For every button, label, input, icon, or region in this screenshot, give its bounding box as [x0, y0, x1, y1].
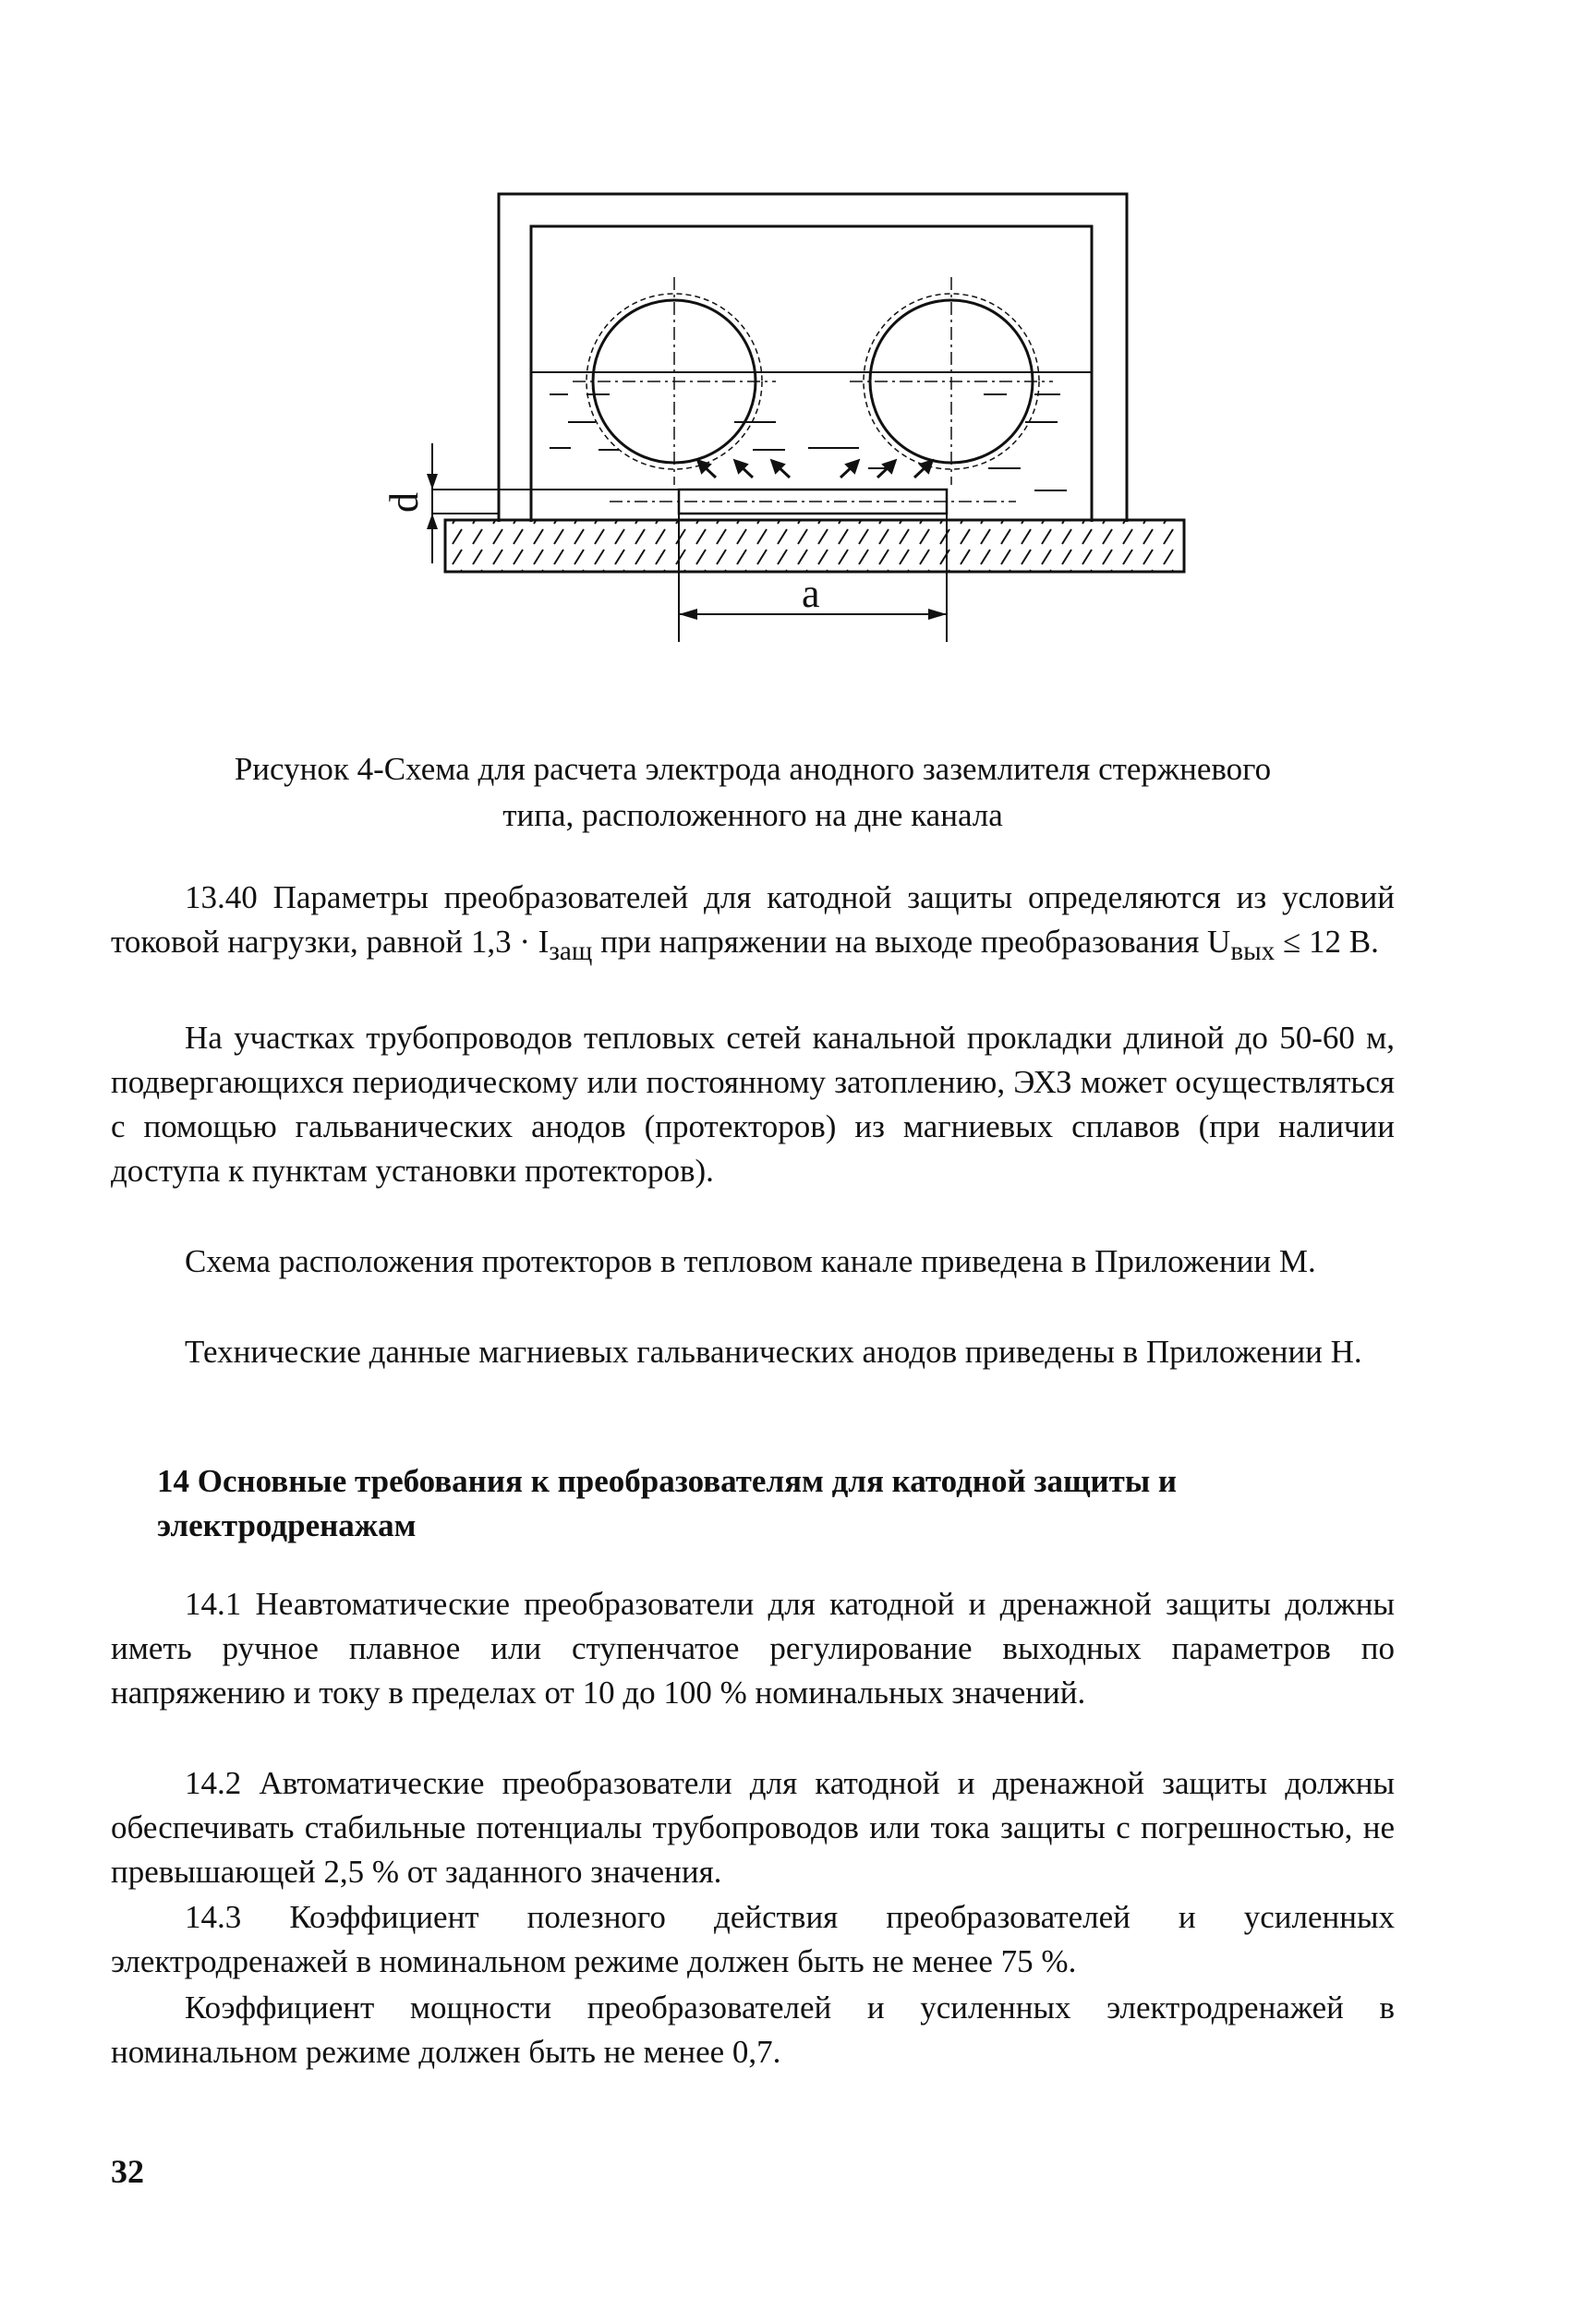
paragraph-14-3: 14.3 Коэффициент полезного действия преобразователей и усиленных электродренажей в номинальном режиме должен быть не менее 75 %.	[111, 1899, 1395, 1979]
paragraph-protectors: На участках трубопроводов тепловых сетей канальной прокладки длиной до 50-60 м, подвергающихся периодическому или постоянному затоплению, ЭХЗ может осуществляться с помощью гальванических анодов (протекторов) из магниевых сплавов (при наличии доступа к пунктам установки протекторов).	[111, 1020, 1395, 1189]
current-arrows	[698, 461, 932, 478]
section-14-heading: 14 Основные требования к преобразователям для катодной защиты и электродренажам	[157, 1463, 1178, 1543]
paragraph-13-40: 13.40 Параметры преобразователей для катодной защиты определяются из условий токовой нагрузки, равной $1,3 \cdot I_{защ}$ при напряжении на выходе преобразования $U_{вых} \le 12$ В.	[111, 879, 1395, 966]
dimension-a-label: a	[802, 571, 820, 616]
dimension-d-label: d	[381, 492, 427, 513]
channel-scheme-figure	[381, 180, 1219, 679]
paragraph-14-2: 14.2 Автоматические преобразователи для катодной и дренажной защиты должны обеспечивать стабильные потенциалы трубопроводов или тока защиты с погрешностью, не превышающей 2,5 % от заданного значения.	[111, 1765, 1395, 1890]
channel-inner-wall	[531, 226, 1092, 522]
paragraph-power-factor: Коэффициент мощности преобразователей и усиленных электродренажей в номинальном режиме должен быть не менее 0,7.	[111, 1990, 1395, 2070]
paragraph-tech-data-appendix: Технические данные магниевых гальванических анодов приведены в Приложении Н.	[185, 1334, 1362, 1370]
page-number: 32	[111, 2153, 144, 2190]
channel-bottom-soil	[445, 520, 1184, 572]
paragraph-14-1: 14.1 Неавтоматические преобразователи для катодной и дренажной защиты должны иметь ручное плавное или ступенчатое регулирование выходных параметров по напряжению и току в пределах от 10 до 100 % номинальных значений.	[111, 1586, 1395, 1711]
figure-caption	[111, 746, 1395, 839]
water-dashes	[550, 394, 1067, 490]
channel-scheme-drawing	[381, 180, 1219, 679]
channel-outer-wall	[499, 194, 1127, 522]
figure-caption-line2: типа, расположенного на дне канала	[502, 797, 1003, 833]
figure-caption-line1: Рисунок 4-Схема для расчета электрода анодного заземлителя стержневого	[234, 751, 1272, 787]
paragraph-scheme-appendix: Схема расположения протекторов в тепловом канале приведена в Приложении М.	[185, 1243, 1316, 1279]
